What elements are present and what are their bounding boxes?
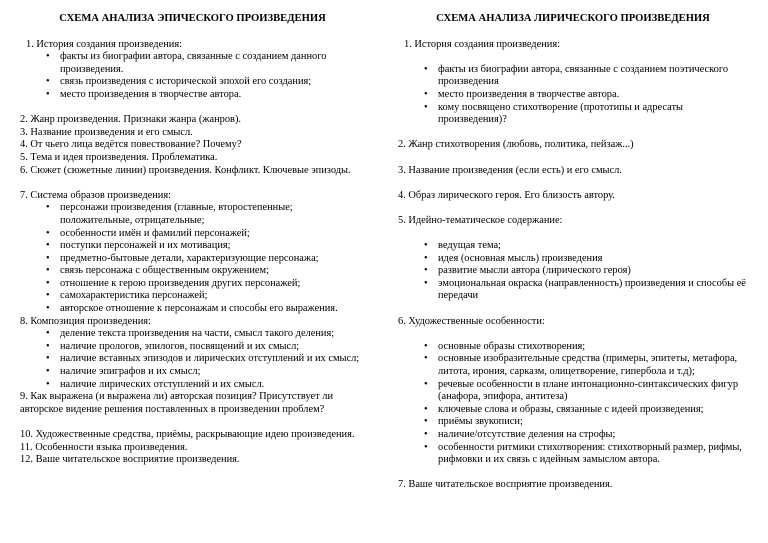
lyric-section-5-heading: 5. Идейно-тематическое содержание:	[398, 214, 563, 226]
list-item: • развитие мысли автора (лирического героя)	[398, 265, 748, 278]
epic-section-9: 9. Как выражена (и выражена ли) авторская позиция? Присутствует ли авторское видение решения поставленных в произведении проблем?	[20, 391, 334, 415]
lyric-section-6-list	[398, 341, 748, 467]
lyric-section-7: 7. Ваше читательское восприятие произведения.	[398, 479, 613, 491]
lyric-title: СХЕМА АНАЛИЗА ЛИРИЧЕСКОГО ПРОИЗВЕДЕНИЯ	[436, 13, 710, 24]
list-item: • идея (основная мысль) произведения	[398, 253, 748, 266]
lyric-section-6-heading: 6. Художественные особенности:	[398, 315, 545, 327]
epic-section-7-heading: 7. Система образов произведения:	[20, 189, 172, 201]
epic-section-2: 2. Жанр произведения. Признаки жанра (жанров).	[20, 114, 242, 126]
list-item: • персонажи произведения (главные, второстепенные; положительные, отрицательные;	[20, 202, 365, 227]
lyric-section-5-list	[398, 240, 748, 303]
lyric-section-1-heading: 1. История создания произведения:	[404, 38, 560, 50]
list-item: • самохарактеристика персонажей;	[20, 290, 365, 303]
epic-section-4: 4. От чьего лица ведётся повествование? Почему?	[20, 139, 242, 151]
epic-section-11: 11. Особенности языка произведения.	[20, 441, 188, 453]
list-item: • особенности ритмики стихотворения: стихотворный размер, рифмы, рифмовки и их связь с идейным замыслом автора.	[398, 442, 748, 467]
epic-section-10: 10. Художественные средства, приёмы, раскрывающие идею произведения.	[20, 429, 355, 440]
list-item: • факты из биографии автора, связанные с созданием поэтического произведения	[398, 64, 748, 89]
list-item: • факты из биографии автора, связанные с созданием данного произведения.	[20, 51, 365, 76]
lyric-section-1-list	[398, 64, 748, 127]
epic-section-1-heading: 1. История создания произведения:	[26, 38, 182, 50]
list-item: • наличие/отсутствие деления на строфы;	[398, 429, 748, 442]
list-item: • ведущая тема;	[398, 240, 748, 253]
epic-title: СХЕМА АНАЛИЗА ЭПИЧЕСКОГО ПРОИЗВЕДЕНИЯ	[59, 13, 326, 24]
epic-section-3: 3. Название произведения и его смысл.	[20, 126, 193, 138]
list-item: • кому посвящено стихотворение (прототипы и адресаты произведения)?	[398, 102, 748, 127]
list-item: • наличие вставных эпизодов и лирических отступлений и их смысл;	[20, 353, 365, 366]
list-item: • основные образы стихотворения;	[398, 341, 748, 354]
lyric-section-2: 2. Жанр стихотворения (любовь, политика, пейзаж...)	[398, 139, 634, 151]
epic-section-12: 12. Ваше читательское восприятие произведения.	[20, 454, 240, 466]
lyric-analysis-column	[398, 0, 748, 492]
epic-analysis-column	[20, 0, 365, 467]
list-item: • предметно-бытовые детали, характеризующие персонажа;	[20, 253, 365, 266]
epic-section-5: 5. Тема и идея произведения. Проблематика.	[20, 151, 218, 163]
list-item: • наличие прологов, эпилогов, посвящений и их смысл;	[20, 341, 365, 354]
list-item: • место произведения в творчестве автора.	[20, 89, 365, 102]
list-item: • отношение к герою произведения других персонажей;	[20, 278, 365, 291]
list-item: • место произведения в творчестве автора.	[398, 89, 748, 102]
list-item: • поступки персонажей и их мотивация;	[20, 240, 365, 253]
list-item: • связь персонажа с общественным окружением;	[20, 265, 365, 278]
epic-section-1-list	[20, 51, 365, 101]
list-item: • деление текста произведения на части, смысл такого деления;	[20, 328, 365, 341]
list-item: • авторское отношение к персонажам и способы его выражения.	[20, 303, 365, 316]
lyric-section-3: 3. Название произведения (если есть) и его смысл.	[398, 164, 622, 176]
list-item: • особенности имён и фамилий персонажей;	[20, 228, 365, 241]
list-item: • наличие эпиграфов и их смысл;	[20, 366, 365, 379]
list-item: • ключевые слова и образы, связанные с идеей произведения;	[398, 404, 748, 417]
list-item: • эмоциональная окраска (направленность) произведения и способы её передачи	[398, 278, 748, 303]
list-item: • основные изобразительные средства (примеры, эпитеты, метафора, литота, ирония, сарказм, олицетворение, гипербола и т.д);	[398, 353, 748, 378]
lyric-section-4: 4. Образ лирического героя. Его близость автору.	[398, 189, 615, 201]
list-item: • связь произведения с исторической эпохой его создания;	[20, 76, 365, 89]
list-item: • наличие лирических отступлений и их смысл.	[20, 379, 365, 392]
list-item: • приёмы звукописи;	[398, 416, 748, 429]
epic-section-8-list	[20, 328, 365, 391]
list-item: • речевые особенности в плане интонационно-синтаксических фигур (анафора, эпифора, антитеза)	[398, 379, 748, 404]
epic-section-7-list	[20, 202, 365, 315]
epic-section-6: 6. Сюжет (сюжетные линии) произведения. Конфликт. Ключевые эпизоды.	[20, 164, 351, 176]
epic-section-8-heading: 8. Композиция произведения:	[20, 315, 151, 327]
